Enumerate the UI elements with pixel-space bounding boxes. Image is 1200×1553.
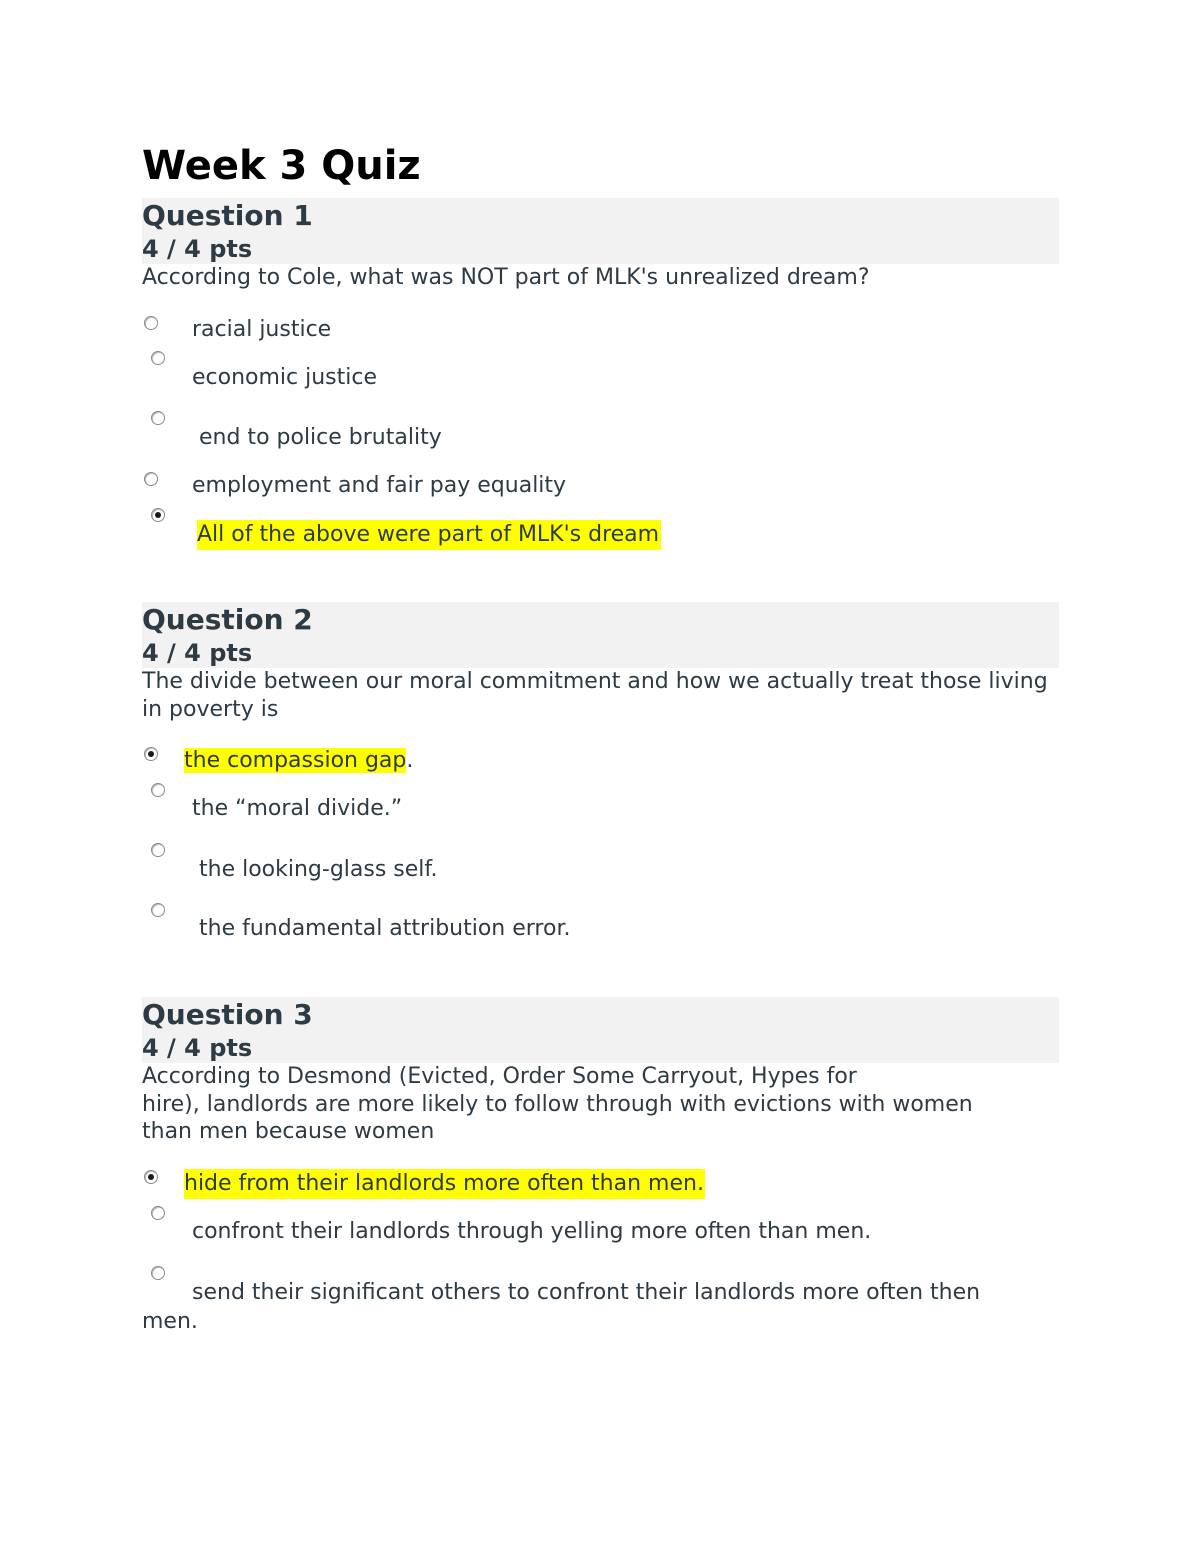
question-3-prompt-line: than men because women — [142, 1119, 435, 1144]
question-3-points: 4 / 4 pts — [142, 1034, 253, 1062]
answer-label: the fundamental attribution error. — [199, 916, 571, 941]
radio-button[interactable] — [144, 472, 158, 486]
question-1-title: Question 1 — [142, 199, 313, 232]
answer-label-highlighted: hide from their landlords more often than men. — [184, 1169, 705, 1199]
answer-label: end to police brutality — [199, 425, 442, 450]
question-3-prompt — [142, 1063, 1057, 1146]
answer-label: send their significant others to confront their landlords more often then men. — [142, 1280, 981, 1334]
radio-button[interactable] — [151, 1206, 165, 1220]
question-1-header — [142, 198, 1059, 264]
question-1-points: 4 / 4 pts — [142, 235, 253, 263]
radio-button[interactable] — [151, 843, 165, 857]
answer-label: racial justice — [192, 317, 332, 342]
answer-label: the looking-glass self. — [199, 857, 438, 882]
question-3-prompt-line: hire), landlords are more likely to follow through with evictions with women — [142, 1091, 973, 1117]
question-2-header — [142, 602, 1059, 668]
answer-highlight: the compassion gap — [184, 748, 407, 773]
answer-label: confront their landlords through yelling more often than men. — [192, 1219, 872, 1244]
radio-button[interactable] — [151, 411, 165, 425]
radio-button-selected[interactable] — [144, 1170, 158, 1184]
radio-button[interactable] — [144, 316, 158, 330]
answer-suffix: . — [406, 748, 414, 773]
question-2-prompt: The divide between our moral commitment and how we actually treat those living in poverty is — [142, 669, 1048, 722]
radio-button-selected[interactable] — [151, 508, 165, 522]
radio-button[interactable] — [151, 903, 165, 917]
answer-label: economic justice — [192, 365, 378, 390]
page-title: Week 3 Quiz — [142, 143, 421, 189]
answer-label-highlighted: All of the above were part of MLK's dream — [197, 520, 661, 550]
question-3-prompt-line: According to Desmond (Evicted, Order Some Carryout, Hypes for — [142, 1064, 857, 1089]
question-3-title: Question 3 — [142, 998, 313, 1031]
question-1-prompt: According to Cole, what was NOT part of MLK's unrealized dream? — [142, 265, 870, 290]
radio-button[interactable] — [151, 783, 165, 797]
question-2-title: Question 2 — [142, 603, 313, 636]
answer-label: the “moral divide.” — [192, 796, 403, 821]
question-2-points: 4 / 4 pts — [142, 639, 253, 667]
radio-button-selected[interactable] — [144, 747, 158, 761]
radio-button[interactable] — [151, 351, 165, 365]
answer-label: employment and fair pay equality — [192, 473, 567, 498]
question-3-header — [142, 997, 1059, 1063]
answer-label — [184, 746, 413, 776]
